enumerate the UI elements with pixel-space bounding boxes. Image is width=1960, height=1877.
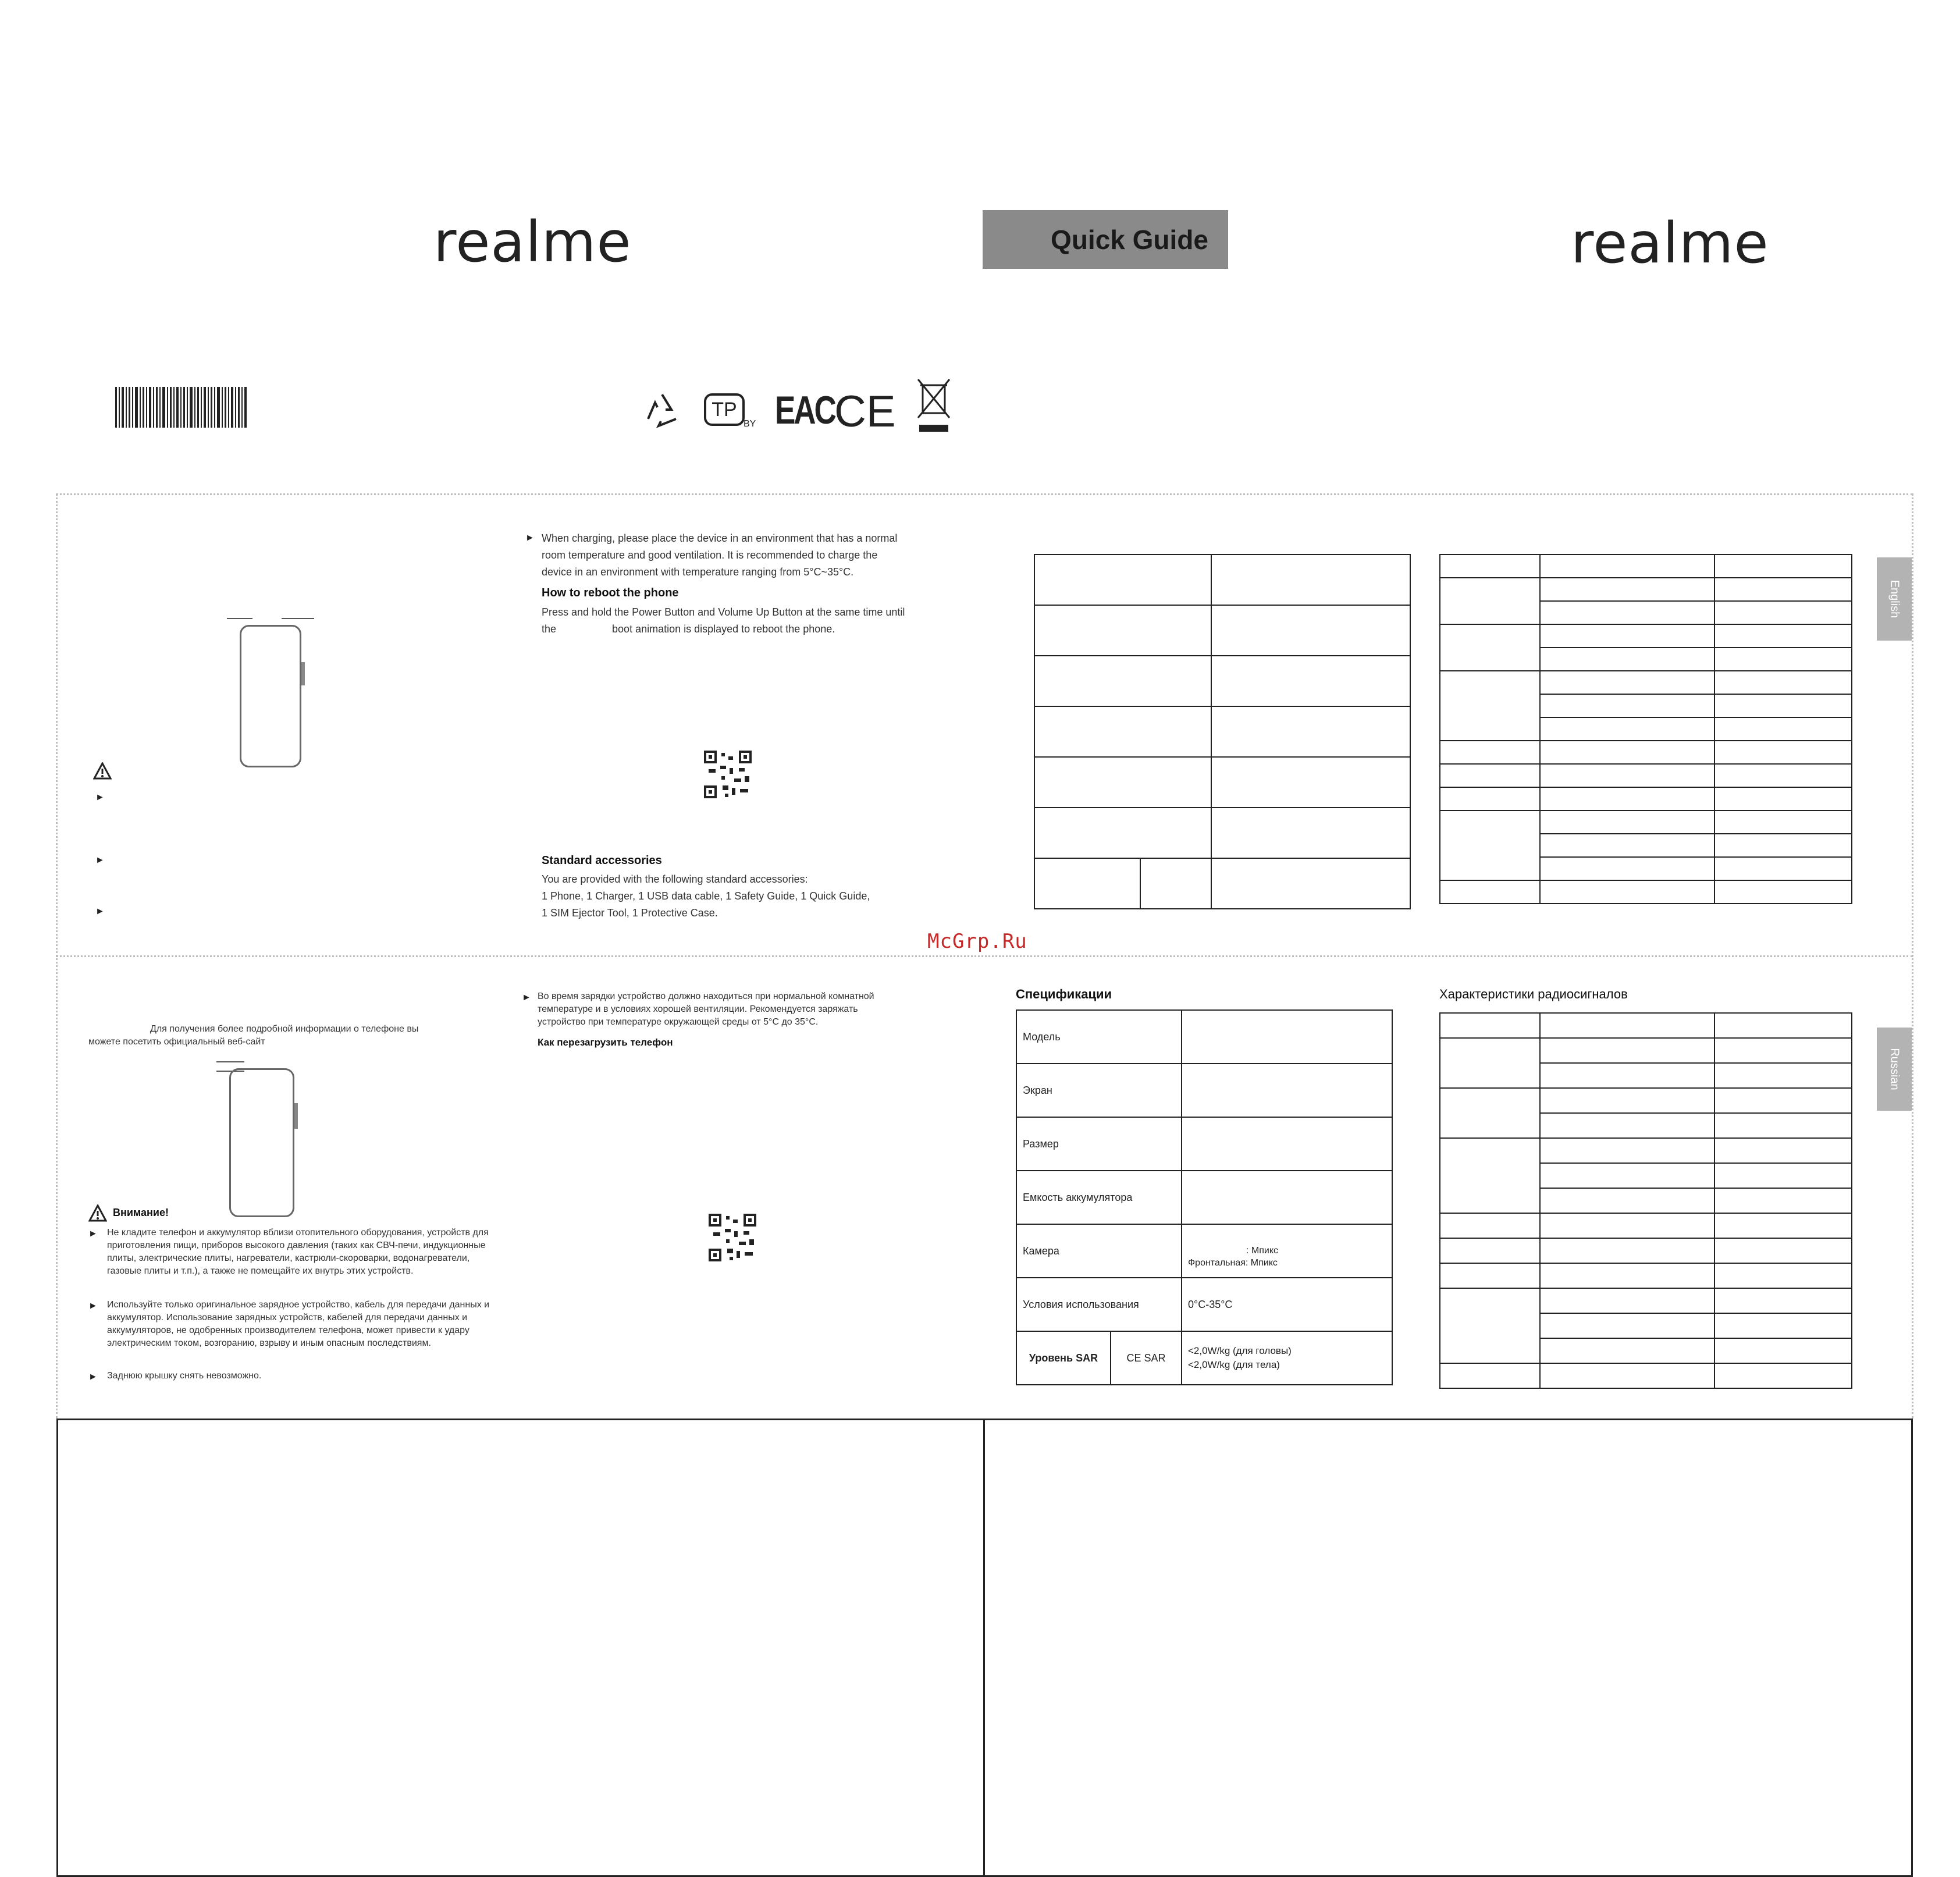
reboot-text-en: [542, 604, 961, 638]
table-cell: [1714, 1338, 1852, 1363]
table-cell: [1714, 1113, 1852, 1138]
spec-value-sar: [1182, 1331, 1392, 1385]
table-cell: [1034, 554, 1211, 605]
table-cell: [1440, 1213, 1540, 1238]
table-cell: [1440, 810, 1540, 880]
spec-label-ce-sar: CE SAR: [1111, 1331, 1182, 1385]
eac-mark: EAC: [775, 388, 835, 432]
table-cell: [1540, 601, 1714, 624]
table-cell: [1714, 624, 1852, 648]
table-cell: [1714, 1063, 1852, 1088]
phone-diagram-en: [227, 612, 314, 769]
table-cell: [1440, 1138, 1540, 1213]
table-row: [1016, 1331, 1392, 1385]
intro-line-2: можете посетить официальный веб-сайт: [88, 1037, 265, 1047]
specs-title-ru: Спецификации: [1016, 987, 1112, 1001]
intro-line-1: Для получения более подробной информации о телефоне вы: [150, 1024, 419, 1034]
table-cell: [1714, 1238, 1852, 1263]
bullet-arrow-icon: ►: [95, 906, 105, 916]
weee-bin-icon: [915, 377, 953, 435]
bullet-arrow-icon: ►: [525, 533, 535, 543]
table-cell: [1540, 554, 1714, 578]
table-cell: [1440, 554, 1540, 578]
table-cell: [1714, 1213, 1852, 1238]
tab-english[interactable]: [1877, 557, 1912, 641]
spec-value-model: [1182, 1010, 1392, 1064]
spec-label-model: Модель: [1016, 1010, 1182, 1064]
table-cell: [1540, 834, 1714, 857]
specs-table-en: [1034, 554, 1411, 909]
table-cell: [1540, 1363, 1714, 1388]
table-cell: [1440, 624, 1540, 671]
table-cell: [1714, 648, 1852, 671]
table-cell: [1714, 717, 1852, 741]
table-cell: [1714, 601, 1852, 624]
intro-text-ru: [88, 1023, 461, 1048]
bottom-panel-right: [983, 1419, 1913, 1877]
table-cell: [1714, 787, 1852, 810]
camera-front: Фронтальная: Мпикс: [1188, 1258, 1278, 1268]
warning-title-ru: Внимание!: [113, 1207, 169, 1218]
callout-line: [216, 1061, 244, 1062]
warning-text-1: Не кладите телефон и аккумулятор вблизи отопительного оборудования, устройств для приготовления пищи, приборов высокого давления (таких как СВЧ-печи, индукционные плиты, электрические плиты, нагреватели, кастрюли-скороварки, водонагреватели, газовые плиты и т.п.), а также не помещайте их внутрь этих устройств.: [107, 1228, 489, 1276]
warning-icon-ru: [88, 1204, 107, 1222]
reboot-line-2a: the: [542, 623, 557, 635]
side-button: [294, 1103, 298, 1129]
table-cell: [1034, 706, 1211, 757]
charging-ru-line-1: Во время зарядки устройство должно находиться при нормальной комнатной: [538, 991, 874, 1001]
table-row: [1016, 1224, 1392, 1278]
table-cell: [1714, 1188, 1852, 1213]
table-cell: [1540, 578, 1714, 601]
table-cell: [1714, 1038, 1852, 1063]
reboot-heading-ru: Как перезагрузить телефон: [538, 1037, 673, 1048]
table-cell: [1714, 810, 1852, 834]
spec-label-screen: Экран: [1016, 1064, 1182, 1117]
table-cell: [1540, 1188, 1714, 1213]
spec-value-camera: [1182, 1224, 1392, 1278]
table-cell: [1540, 880, 1714, 904]
table-cell: [1714, 1288, 1852, 1313]
table-cell: [1034, 858, 1140, 909]
spec-label-sar: Уровень SAR: [1016, 1331, 1111, 1385]
table-cell: [1540, 1063, 1714, 1088]
bullet-arrow-icon: ►: [88, 1229, 98, 1239]
charging-line-1: When charging, please place the device in an environment that has a normal: [542, 532, 898, 544]
table-cell: [1714, 694, 1852, 717]
reboot-line-1: Press and hold the Power Button and Volume Up Button at the same time until: [542, 606, 905, 618]
table-cell: [1440, 787, 1540, 810]
table-cell: [1714, 578, 1852, 601]
table-cell: [1540, 857, 1714, 880]
spec-label-camera: Камера: [1016, 1224, 1182, 1278]
quick-guide-banner: [983, 210, 1228, 269]
quick-guide-title: Quick Guide: [1051, 224, 1208, 255]
charging-text-en: [542, 530, 949, 581]
table-cell: [1540, 764, 1714, 787]
table-cell: [1540, 741, 1714, 764]
table-cell: [1440, 1013, 1540, 1038]
table-cell: [1034, 605, 1211, 656]
charging-line-2: room temperature and good ventilation. It is recommended to charge the: [542, 549, 878, 561]
table-cell: [1440, 764, 1540, 787]
tp-text: TP: [704, 393, 745, 426]
table-cell: [1540, 1088, 1714, 1113]
table-cell: [1440, 1038, 1540, 1088]
recycle-icon: [641, 390, 683, 432]
spec-value-size: [1182, 1117, 1392, 1171]
spec-value-conditions: 0°C-35°C: [1182, 1278, 1392, 1331]
charging-text-ru: [538, 990, 956, 1029]
table-cell: [1540, 624, 1714, 648]
phone-outline: [240, 625, 301, 767]
camera-rear: : Мпикс: [1246, 1246, 1278, 1256]
table-row: [1016, 1278, 1392, 1331]
charging-line-3: device in an environment with temperature ranging from 5°C~35°C.: [542, 566, 854, 578]
table-cell: [1540, 810, 1714, 834]
accessories-text: [542, 871, 961, 922]
table-cell: [1714, 1163, 1852, 1188]
table-cell: [1714, 764, 1852, 787]
table-cell: [1714, 1263, 1852, 1288]
table-cell: [1540, 648, 1714, 671]
warning-text-2: Используйте только оригинальное зарядное устройство, кабель для передачи данных и аккумулятор. Использование зарядных устройств, кабелей для передачи данных и аккумуляторов, не одобренных производителем телефона, может привести к удару электрическим током, возгоранию, взрыву и иным опасным последствиям.: [107, 1300, 490, 1348]
warning-icon-en: [93, 762, 112, 780]
bullet-arrow-icon: ►: [88, 1301, 98, 1311]
table-cell: [1540, 1138, 1714, 1163]
realme-logo-left: realme: [433, 209, 632, 275]
bullet-arrow-icon: ►: [95, 855, 105, 865]
table-cell: [1540, 671, 1714, 694]
table-row: [1016, 1010, 1392, 1064]
table-cell: [1540, 1263, 1714, 1288]
table-row: [1016, 1171, 1392, 1224]
callout-line: [282, 618, 314, 619]
table-row: [1016, 1117, 1392, 1171]
bullet-arrow-icon: ►: [95, 792, 105, 802]
table-cell: [1540, 1338, 1714, 1363]
by-text: BY: [744, 419, 756, 429]
table-cell: [1714, 857, 1852, 880]
bullet-arrow-icon: ►: [88, 1372, 98, 1382]
spec-label-conditions: Условия использования: [1016, 1278, 1182, 1331]
spec-value-screen: [1182, 1064, 1392, 1117]
warning-text-3: Заднюю крышку снять невозможно.: [107, 1371, 262, 1381]
barcode-image: [115, 387, 247, 428]
table-cell: [1540, 1288, 1714, 1313]
radio-table-ru: [1439, 1012, 1852, 1389]
barcode: [115, 387, 247, 428]
tab-russian[interactable]: [1877, 1028, 1912, 1111]
spec-label-battery: Емкость аккумулятора: [1016, 1171, 1182, 1224]
table-cell: [1211, 554, 1410, 605]
bullet-arrow-icon: ►: [522, 993, 531, 1003]
table-cell: [1714, 554, 1852, 578]
table-cell: [1540, 1113, 1714, 1138]
phone-outline: [229, 1068, 294, 1217]
table-cell: [1440, 1288, 1540, 1363]
charging-ru-line-2: температуре и в условиях хорошей вентиляции. Рекомендуется заряжать: [538, 1004, 858, 1014]
realme-logo-right: realme: [1571, 211, 1769, 276]
sar-body: <2,0W/kg (для тела): [1188, 1359, 1280, 1370]
table-cell: [1440, 741, 1540, 764]
panel-right-border: [1912, 493, 1913, 1419]
table-cell: [1714, 1013, 1852, 1038]
reboot-line-2b: boot animation is displayed to reboot the phone.: [612, 623, 835, 635]
spec-value-battery: [1182, 1171, 1392, 1224]
table-cell: [1540, 694, 1714, 717]
table-cell: [1714, 671, 1852, 694]
table-cell: [1540, 1013, 1714, 1038]
phone-diagram-ru: [216, 1057, 310, 1208]
table-cell: [1440, 1238, 1540, 1263]
reboot-line-2: [542, 621, 961, 638]
table-cell: [1440, 578, 1540, 624]
table-cell: [1540, 717, 1714, 741]
table-cell: [1211, 808, 1410, 858]
table-cell: [1714, 834, 1852, 857]
table-cell: [1540, 1038, 1714, 1063]
accessories-heading: Standard accessories: [542, 854, 662, 867]
tab-english-label: English: [1888, 580, 1901, 618]
tab-russian-label: Russian: [1888, 1048, 1901, 1090]
spec-label-size: Размер: [1016, 1117, 1182, 1171]
table-cell: [1714, 1363, 1852, 1388]
table-cell: [1540, 787, 1714, 810]
qr-code-ru: [709, 1214, 756, 1261]
table-cell: [1440, 1088, 1540, 1138]
table-cell: [1034, 808, 1211, 858]
table-cell: [1211, 605, 1410, 656]
accessories-line-2: 1 Phone, 1 Charger, 1 USB data cable, 1 Safety Guide, 1 Quick Guide,: [542, 890, 870, 902]
table-cell: [1714, 1313, 1852, 1338]
table-cell: [1211, 656, 1410, 706]
specs-table-ru: [1016, 1009, 1393, 1385]
ce-mark: CE: [834, 387, 896, 436]
table-cell: [1440, 1263, 1540, 1288]
accessories-line-3: 1 SIM Ejector Tool, 1 Protective Case.: [542, 907, 718, 919]
table-cell: [1211, 706, 1410, 757]
table-cell: [1211, 757, 1410, 808]
table-cell: [1034, 656, 1211, 706]
accessories-line-1: You are provided with the following standard accessories:: [542, 873, 808, 885]
table-cell: [1714, 880, 1852, 904]
panel-middle-border: [56, 955, 1913, 957]
radio-title-ru: Характеристики радиосигналов: [1439, 987, 1628, 1001]
table-cell: [1440, 1363, 1540, 1388]
callout-line: [227, 618, 252, 619]
table-cell: [1714, 1138, 1852, 1163]
sar-head: <2,0W/kg (для головы): [1188, 1345, 1292, 1356]
side-button: [301, 662, 305, 685]
table-cell: [1140, 858, 1211, 909]
table-cell: [1540, 1313, 1714, 1338]
tp-by-mark: [704, 393, 756, 434]
table-cell: [1440, 880, 1540, 904]
table-cell: [1034, 757, 1211, 808]
qr-code-en: [704, 751, 752, 798]
radio-table-en: [1439, 554, 1852, 904]
panel-top-border: [56, 493, 1913, 495]
table-cell: [1211, 858, 1410, 909]
table-row: [1016, 1064, 1392, 1117]
panel-left-border: [56, 493, 58, 1419]
table-cell: [1540, 1213, 1714, 1238]
table-cell: [1540, 1163, 1714, 1188]
table-cell: [1714, 1088, 1852, 1113]
table-cell: [1540, 1238, 1714, 1263]
table-cell: [1714, 741, 1852, 764]
table-cell: [1440, 671, 1540, 741]
bottom-panel-left: [56, 1419, 985, 1877]
watermark: McGrp.Ru: [927, 930, 1027, 953]
charging-ru-line-3: устройство при температуре окружающей среды от 5°C до 35°C.: [538, 1017, 819, 1027]
reboot-heading-en: How to reboot the phone: [542, 586, 679, 599]
